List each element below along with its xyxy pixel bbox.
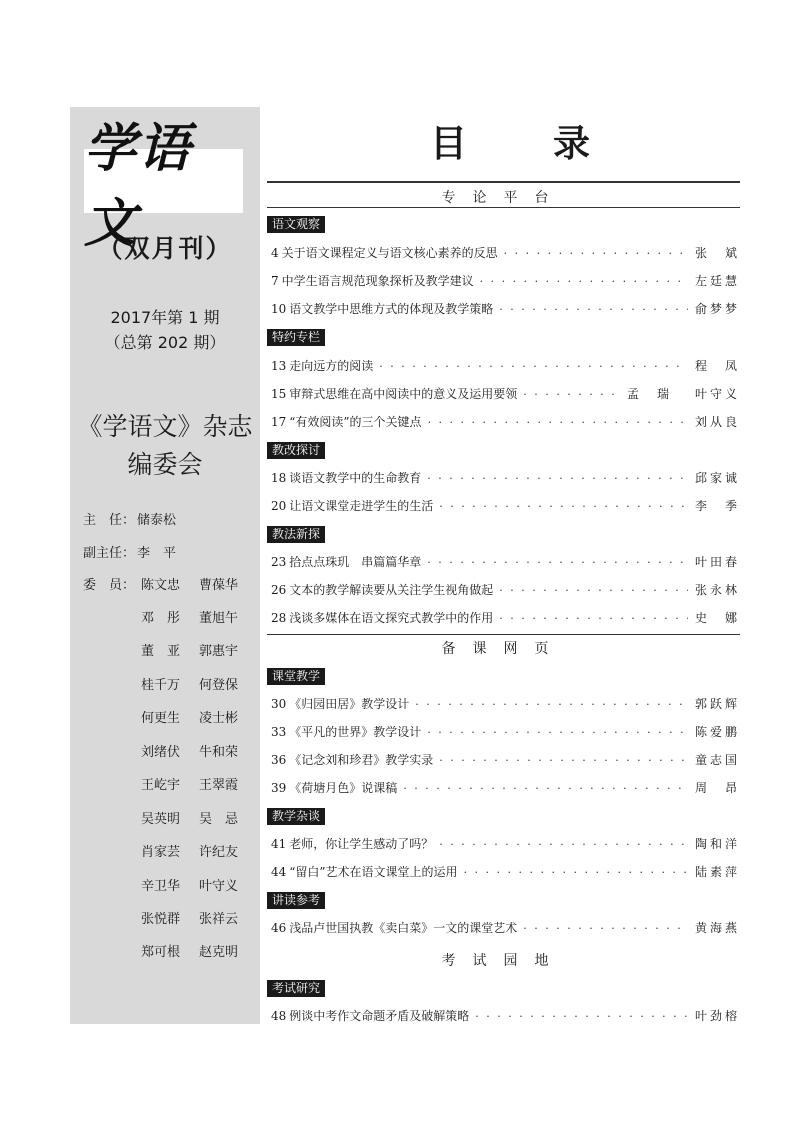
toc-entry[interactable] — [271, 357, 740, 375]
entry-page: 46 — [271, 921, 287, 935]
entry-title: 《归园田居》教学设计 — [289, 697, 410, 711]
entry-title: “有效阅读”的三个关键点 — [289, 415, 422, 429]
member-name: 赵克明 — [199, 945, 239, 960]
entry-page: 15 — [271, 387, 287, 401]
entry-author: 郭跃辉 — [694, 697, 740, 711]
dot-leader — [523, 920, 688, 938]
entry-author: 俞梦梦 — [694, 302, 740, 316]
member-name: 许纪友 — [199, 845, 239, 860]
category-label: 特约专栏 — [267, 329, 325, 346]
member-name: 何更生 — [141, 711, 181, 726]
entry-title: 《平凡的世界》教学设计 — [289, 725, 422, 739]
entry-author: 李 季 — [694, 499, 740, 513]
toc-entry[interactable] — [271, 553, 740, 571]
issue-number: 2017年第 1 期 — [110, 308, 220, 327]
entry-page: 39 — [271, 781, 287, 795]
dot-leader — [427, 470, 688, 488]
entry-page: 36 — [271, 753, 287, 767]
toc-entry[interactable] — [271, 244, 740, 262]
toc-entry[interactable] — [271, 863, 740, 881]
toc-title-char: 录 — [553, 122, 590, 165]
entry-page: 13 — [271, 359, 287, 373]
dot-leader — [523, 386, 621, 404]
dot-leader — [464, 864, 688, 882]
member-name: 曹葆华 — [199, 578, 239, 593]
member-name: 郭惠宇 — [199, 644, 239, 659]
entry-title: 例谈中考作文命题矛盾及破解策略 — [289, 1009, 470, 1023]
entry-author: 左廷慧 — [694, 274, 740, 288]
toc-entry[interactable] — [271, 723, 740, 741]
deputy-row — [83, 542, 176, 561]
dot-leader — [499, 301, 688, 319]
category-label: 教学杂谈 — [267, 808, 325, 825]
dot-leader — [499, 582, 688, 600]
category-label: 教改探讨 — [267, 442, 325, 459]
category-label: 考试研究 — [267, 980, 325, 997]
member-name: 凌士彬 — [199, 711, 239, 726]
entry-author: 陶和洋 — [694, 837, 740, 851]
entry-author: 邱家诚 — [694, 471, 740, 485]
category-label: 教法新探 — [267, 526, 325, 543]
entry-page: 7 — [271, 274, 279, 288]
deputy-label: 副主任： — [83, 546, 136, 561]
toc-entry[interactable] — [271, 413, 740, 431]
member-name: 董 亚 — [141, 644, 181, 659]
section-title: 专论平台 — [441, 190, 566, 206]
dot-leader — [499, 610, 688, 628]
dot-leader — [504, 245, 688, 263]
dot-leader — [403, 780, 688, 798]
director-name: 储泰松 — [137, 513, 177, 528]
entry-author: 史 娜 — [694, 611, 740, 625]
entry-title: 《荷塘月色》说课稿 — [289, 781, 398, 795]
member-name: 张悦群 — [141, 912, 181, 927]
entry-title: 浅品卢世国执教《卖白菜》一文的课堂艺术 — [289, 921, 518, 935]
dot-leader — [415, 696, 688, 714]
section-divider — [267, 181, 740, 183]
toc-entry[interactable] — [271, 385, 740, 403]
deputy-name: 李 平 — [137, 546, 177, 561]
entry-page: 41 — [271, 837, 287, 851]
director-label: 主 任： — [83, 513, 136, 528]
toc-title — [430, 113, 590, 167]
dot-leader — [475, 1008, 688, 1026]
toc-entry[interactable] — [271, 497, 740, 515]
entry-author: 刘从良 — [694, 415, 740, 429]
entry-author: 张永林 — [694, 583, 740, 597]
toc-entry[interactable] — [271, 469, 740, 487]
entry-page: 10 — [271, 302, 287, 316]
entry-title: 中学生语言规范现象探析及教学建议 — [281, 274, 474, 288]
members-label: 委 员： — [83, 578, 136, 593]
toc-entry[interactable] — [271, 779, 740, 797]
entry-page: 4 — [271, 246, 279, 260]
entry-title: 拾点点珠玑 串篇篇华章 — [289, 555, 422, 569]
section-header — [267, 638, 740, 658]
entry-title: 走向远方的阅读 — [289, 359, 374, 373]
members-row — [83, 574, 137, 593]
toc-entry[interactable] — [271, 835, 740, 853]
member-name: 叶守义 — [199, 879, 239, 894]
editorial-sidebar — [70, 107, 260, 1024]
entry-author: 叶田春 — [694, 555, 740, 569]
toc-entry[interactable] — [271, 272, 740, 290]
entry-author: 黄海燕 — [694, 921, 740, 935]
member-name: 王翠霞 — [199, 778, 239, 793]
entry-page: 48 — [271, 1009, 287, 1023]
magazine-logo: 学语文 — [84, 149, 243, 213]
member-name: 王屹宇 — [141, 778, 181, 793]
dot-leader — [379, 358, 688, 376]
entry-page: 17 — [271, 415, 287, 429]
entry-page: 23 — [271, 555, 287, 569]
dot-leader — [427, 554, 688, 572]
entry-title: 让语文课堂走进学生的生活 — [289, 499, 434, 513]
entry-author: 程 凤 — [694, 359, 740, 373]
section-title: 备课网页 — [441, 641, 566, 657]
board-title: 《学语文》杂志 — [77, 412, 253, 441]
member-name: 辛卫华 — [141, 879, 181, 894]
entry-page: 28 — [271, 611, 287, 625]
entry-author: 叶劲榕 — [694, 1009, 740, 1023]
entry-page: 30 — [271, 697, 287, 711]
entry-title: 老师，你让学生感动了吗？ — [289, 837, 434, 851]
entry-author: 叶守义 — [694, 387, 740, 401]
toc-entry[interactable] — [271, 609, 740, 627]
member-name: 刘绪伏 — [141, 745, 181, 760]
director-row — [83, 509, 176, 528]
entry-author: 陈爱鹏 — [694, 725, 740, 739]
entry-title: “留白”艺术在语文课堂上的运用 — [289, 865, 458, 879]
toc-entry[interactable] — [271, 300, 740, 318]
toc-title-char: 目 — [430, 122, 467, 165]
section-header — [267, 950, 740, 970]
category-label: 讲读参考 — [267, 892, 325, 909]
toc-entry[interactable] — [271, 1007, 740, 1025]
entry-page: 44 — [271, 865, 287, 879]
member-name: 邓 彤 — [141, 611, 181, 626]
dot-leader — [480, 273, 688, 291]
entry-page: 18 — [271, 471, 287, 485]
entry-title: 关于语文课程定义与语文核心素养的反思 — [281, 246, 498, 260]
entry-title: 《记念刘和珍君》教学实录 — [289, 753, 434, 767]
toc-entry[interactable] — [271, 581, 740, 599]
publication-frequency: （双月刊） — [97, 234, 233, 263]
section-header — [267, 187, 740, 207]
member-name: 吴英明 — [141, 812, 181, 827]
dot-leader — [439, 498, 688, 516]
member-name: 肖家芸 — [141, 845, 181, 860]
category-label: 语文观察 — [267, 216, 325, 233]
member-name: 郑可根 — [141, 945, 181, 960]
member-name: 何登保 — [199, 678, 239, 693]
entry-author: 张 斌 — [694, 246, 740, 260]
toc-entry[interactable] — [271, 751, 740, 769]
entry-title: 语文教学中思维方式的体现及教学策略 — [289, 302, 494, 316]
section-divider — [267, 207, 740, 208]
entry-author: 周 昂 — [694, 781, 740, 795]
total-issue-number: （总第 202 期） — [104, 333, 226, 352]
entry-title: 审辩式思维在高中阅读中的意义及运用要领 — [289, 387, 518, 401]
entry-author: 陆素萍 — [694, 865, 740, 879]
member-name: 张祥云 — [199, 912, 239, 927]
section-title: 考试园地 — [441, 953, 566, 969]
dot-leader — [439, 836, 688, 854]
board-subtitle: 编委会 — [127, 450, 203, 479]
member-name: 董旭午 — [199, 611, 239, 626]
category-label: 课堂教学 — [267, 668, 325, 685]
section-divider — [267, 634, 740, 635]
member-name: 吴 忌 — [199, 812, 239, 827]
member-name: 陈文忠 — [141, 578, 181, 593]
dot-leader — [427, 724, 688, 742]
member-name: 桂千万 — [141, 678, 181, 693]
entry-page: 20 — [271, 499, 287, 513]
toc-entry[interactable] — [271, 695, 740, 713]
entry-title: 浅谈多媒体在语文探究式教学中的作用 — [289, 611, 494, 625]
entry-page: 33 — [271, 725, 287, 739]
entry-author: 童志国 — [694, 753, 740, 767]
entry-page: 26 — [271, 583, 287, 597]
entry-title: 文本的教学解读要从关注学生视角做起 — [289, 583, 494, 597]
entry-title: 谈语文教学中的生命教育 — [289, 471, 422, 485]
member-name: 牛和荣 — [199, 745, 239, 760]
dot-leader — [439, 752, 688, 770]
toc-entry[interactable] — [271, 919, 740, 937]
entry-coauthor: 孟 瑞 — [626, 387, 672, 401]
dot-leader — [428, 414, 688, 432]
